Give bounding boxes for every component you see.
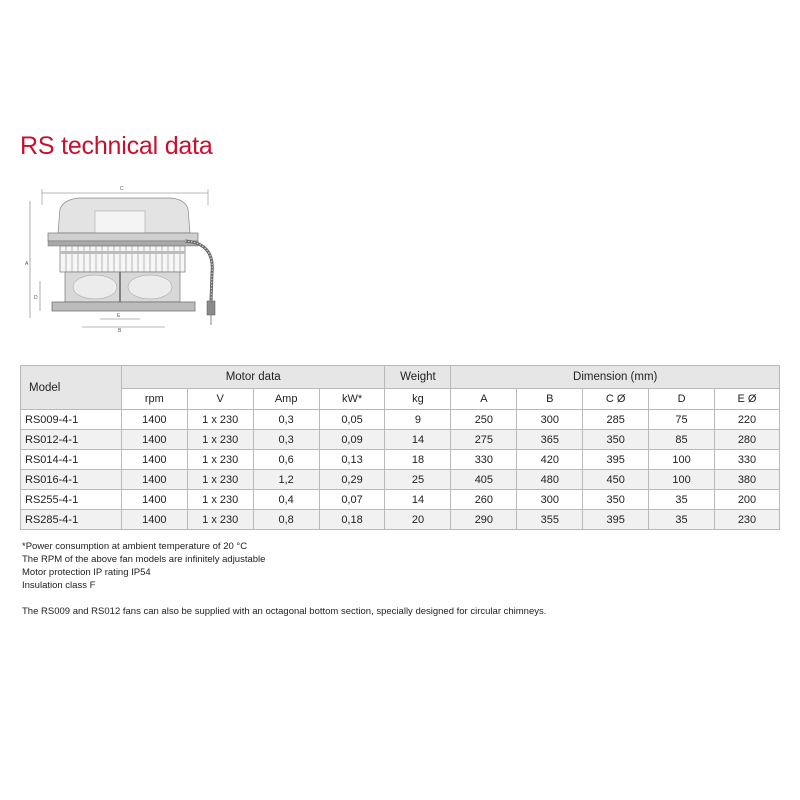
header-dimension: Dimension (mm) [451, 366, 780, 389]
cell-kw: 0,29 [319, 470, 385, 490]
cell-volt: 1 x 230 [187, 510, 253, 530]
cell-kg: 20 [385, 510, 451, 530]
cell-e: 330 [714, 450, 779, 470]
cell-model: RS255-4-1 [21, 490, 122, 510]
cell-d: 85 [649, 430, 715, 450]
cell-amp: 0,3 [253, 410, 319, 430]
fan-dimension-drawing [20, 183, 230, 333]
cell-model: RS014-4-1 [21, 450, 122, 470]
table-row [21, 490, 780, 510]
cell-b: 355 [517, 510, 583, 530]
page-title: RS technical data [20, 132, 213, 160]
table-row [21, 410, 780, 430]
drawing-label-d: D [34, 295, 38, 301]
cell-rpm: 1400 [121, 430, 187, 450]
cell-b: 480 [517, 470, 583, 490]
cell-rpm: 1400 [121, 490, 187, 510]
cell-kw: 0,18 [319, 510, 385, 530]
cell-rpm: 1400 [121, 410, 187, 430]
cell-e: 280 [714, 430, 779, 450]
cell-a: 260 [451, 490, 517, 510]
cell-kg: 25 [385, 470, 451, 490]
drawing-label-e: E [117, 313, 121, 319]
cell-c: 350 [583, 490, 649, 510]
cell-volt: 1 x 230 [187, 430, 253, 450]
table-row [21, 470, 780, 490]
cell-b: 300 [517, 490, 583, 510]
cell-kg: 14 [385, 430, 451, 450]
cell-amp: 0,8 [253, 510, 319, 530]
subheader-rpm: rpm [121, 389, 187, 410]
cell-c: 450 [583, 470, 649, 490]
drawing-label-a: A [25, 261, 29, 267]
cell-e: 220 [714, 410, 779, 430]
cell-b: 420 [517, 450, 583, 470]
cell-d: 100 [649, 450, 715, 470]
cell-amp: 0,4 [253, 490, 319, 510]
cell-model: RS012-4-1 [21, 430, 122, 450]
cell-c: 395 [583, 450, 649, 470]
cell-kw: 0,05 [319, 410, 385, 430]
cell-e: 230 [714, 510, 779, 530]
header-model: Model [21, 366, 122, 410]
technical-data-table [20, 365, 780, 530]
cell-c: 395 [583, 510, 649, 530]
subheader-c: C Ø [583, 389, 649, 410]
cell-amp: 0,6 [253, 450, 319, 470]
cell-kg: 18 [385, 450, 451, 470]
cell-d: 100 [649, 470, 715, 490]
cell-rpm: 1400 [121, 470, 187, 490]
cell-e: 200 [714, 490, 779, 510]
subheader-kw: kW* [319, 389, 385, 410]
table-body [21, 410, 780, 530]
drawing-label-c: C [120, 186, 124, 192]
header-weight: Weight [385, 366, 451, 389]
footnotes [22, 540, 265, 592]
cell-a: 330 [451, 450, 517, 470]
cell-kw: 0,07 [319, 490, 385, 510]
cell-a: 275 [451, 430, 517, 450]
table-row [21, 430, 780, 450]
subheader-kg: kg [385, 389, 451, 410]
cell-volt: 1 x 230 [187, 450, 253, 470]
cell-model: RS009-4-1 [21, 410, 122, 430]
table-row [21, 510, 780, 530]
cell-a: 405 [451, 470, 517, 490]
cell-kw: 0,09 [319, 430, 385, 450]
cell-b: 300 [517, 410, 583, 430]
footnote: Motor protection IP rating IP54 [22, 567, 151, 578]
octagonal-section-note: The RS009 and RS012 fans can also be supplied with an octagonal bottom section, specially designed for circular chimneys. [22, 606, 547, 617]
footnote: Insulation class F [22, 580, 96, 591]
table-row [21, 450, 780, 470]
cell-d: 75 [649, 410, 715, 430]
subheader-e: E Ø [714, 389, 779, 410]
cell-c: 350 [583, 430, 649, 450]
footnote: The RPM of the above fan models are infinitely adjustable [22, 554, 266, 565]
cell-e: 380 [714, 470, 779, 490]
cell-b: 365 [517, 430, 583, 450]
drawing-label-b: B [118, 328, 122, 333]
cell-rpm: 1400 [121, 510, 187, 530]
cell-kg: 9 [385, 410, 451, 430]
cell-volt: 1 x 230 [187, 470, 253, 490]
cell-amp: 1,2 [253, 470, 319, 490]
cell-amp: 0,3 [253, 430, 319, 450]
cell-kg: 14 [385, 490, 451, 510]
cell-a: 290 [451, 510, 517, 530]
cell-d: 35 [649, 490, 715, 510]
subheader-a: A [451, 389, 517, 410]
header-motor-data: Motor data [121, 366, 385, 389]
subheader-volt: V [187, 389, 253, 410]
subheader-b: B [517, 389, 583, 410]
cell-volt: 1 x 230 [187, 410, 253, 430]
cell-c: 285 [583, 410, 649, 430]
cell-kw: 0,13 [319, 450, 385, 470]
cell-model: RS285-4-1 [21, 510, 122, 530]
subheader-d: D [649, 389, 715, 410]
subheader-amp: Amp [253, 389, 319, 410]
cell-rpm: 1400 [121, 450, 187, 470]
cell-volt: 1 x 230 [187, 490, 253, 510]
cell-a: 250 [451, 410, 517, 430]
cell-d: 35 [649, 510, 715, 530]
cell-model: RS016-4-1 [21, 470, 122, 490]
footnote: *Power consumption at ambient temperature of 20 °C [22, 541, 248, 552]
